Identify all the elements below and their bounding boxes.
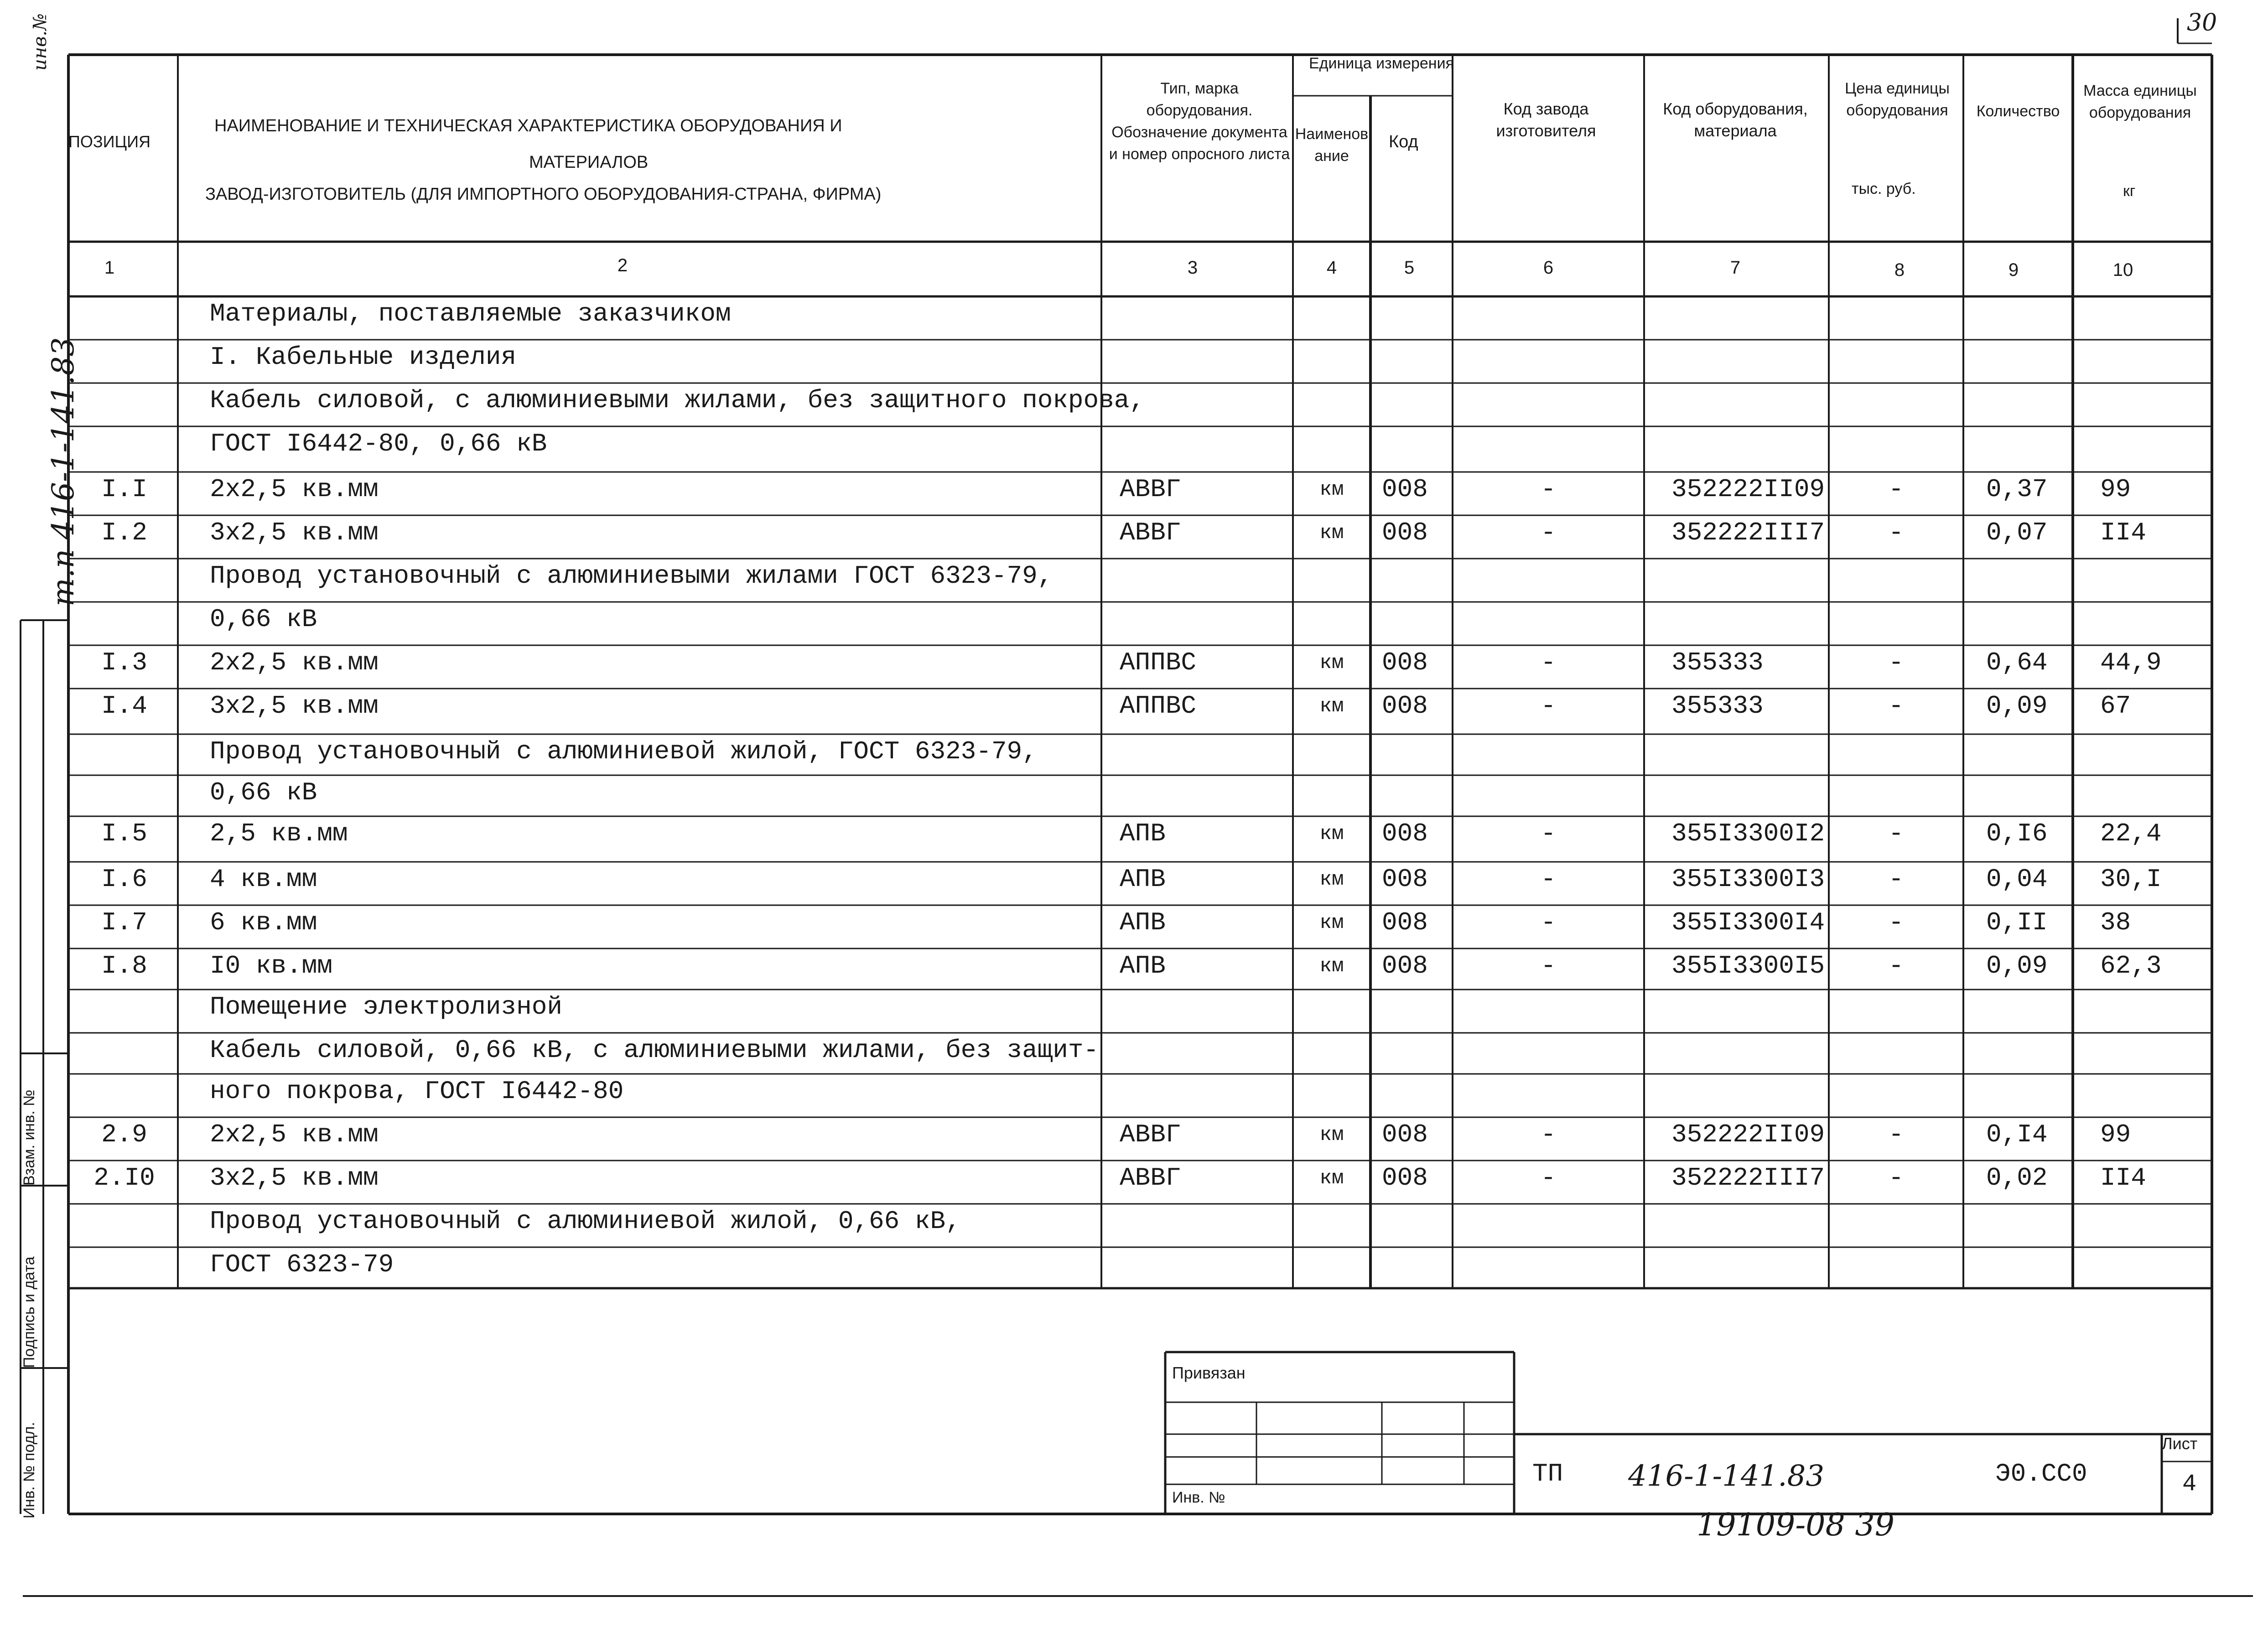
cell-type: АВВГ [1120,1120,1181,1149]
cell-name: 3x2,5 кв.мм [210,691,379,720]
cell-mass: II4 [2100,518,2146,547]
cell-mass: 30,I [2100,865,2162,894]
cell-qty: 0,64 [1986,648,2048,677]
header-unit-name: Наименование [1295,125,1369,165]
cell-factory: - [1541,1120,1556,1149]
cell-price: - [1888,691,1904,720]
cell-factory: - [1541,475,1556,504]
cell-name: Кабель силовой, 0,66 кВ, с алюминиевыми жилами, без защит- [210,1036,1099,1065]
cell-code: 008 [1382,1163,1428,1192]
cell-qty: 0,07 [1986,518,2048,547]
column-number: 6 [1543,258,1554,278]
stamp-code: Э0.СС0 [1995,1459,2087,1488]
column-number: 2 [617,255,628,275]
cell-qty: 0,I4 [1986,1120,2048,1149]
cell-name: 4 кв.мм [210,865,317,894]
column-number: 5 [1404,258,1415,278]
stamp-sheet-label: Лист [2162,1434,2198,1453]
cell-factory: - [1541,865,1556,894]
column-number: 4 [1326,258,1337,278]
cell-price: - [1888,908,1904,937]
cell-equip: 352222III7 [1671,518,1825,547]
cell-code: 008 [1382,475,1428,504]
cell-type: АППВС [1120,648,1197,677]
cell-mass: 44,9 [2100,648,2162,677]
cell-equip: 355333 [1671,648,1764,677]
cell-pos: 2.I0 [93,1163,155,1192]
vertical-label-inv-podl: Инв. № подл. [21,1422,38,1519]
stamp-inv-label: Инв. № [1172,1489,1225,1506]
header-type: Тип, марка оборудования. Обозначение документа и номер опросного листа [1109,80,1290,163]
cell-type: АПВ [1120,951,1166,980]
cell-code: 008 [1382,518,1428,547]
cell-equip: 352222II09 [1671,475,1825,504]
cell-mass: 99 [2100,475,2131,504]
cell-name: 2x2,5 кв.мм [210,475,379,504]
cell-factory: - [1541,908,1556,937]
cell-unit: км [1319,695,1344,718]
cell-qty: 0,02 [1986,1163,2048,1192]
header-factory-code: Код завода изготовителя [1496,99,1596,140]
cell-factory: - [1541,691,1556,720]
corner-page-number: 30 [2187,9,2217,36]
cell-factory: - [1541,951,1556,980]
cell-name: I0 кв.мм [210,951,332,980]
cell-name: 3x2,5 кв.мм [210,518,379,547]
cell-unit: км [1319,1124,1344,1146]
header-price: Цена единицы оборудования [1845,80,1950,119]
cell-pos: I.I [101,475,147,504]
cell-unit: км [1319,912,1344,934]
cell-type: АПВ [1120,819,1166,848]
cell-price: - [1888,819,1904,848]
stamp-sheet-number: 4 [2182,1471,2197,1498]
bottom-handwritten-number: 19109-08 39 [1697,1507,1894,1543]
table-grid [21,18,2253,1596]
cell-pos: I.4 [101,691,147,720]
header-name-line3: ЗАВОД-ИЗГОТОВИТЕЛЬ (ДЛЯ ИМПОРТНОГО ОБОРУДОВАНИЯ-СТРАНА, ФИРМА) [205,185,882,204]
cell-unit: км [1319,868,1344,891]
cell-equip: 355I3300I5 [1671,951,1825,980]
cell-name: ГОСТ 6323-79 [210,1250,394,1279]
header-name-line1: НАИМЕНОВАНИЕ И ТЕХНИЧЕСКАЯ ХАРАКТЕРИСТИКА ОБОРУДОВАНИЯ И [214,116,842,135]
cell-factory: - [1541,518,1556,547]
cell-qty: 0,04 [1986,865,2048,894]
column-number: 7 [1730,258,1741,278]
cell-code: 008 [1382,865,1428,894]
cell-unit: км [1319,522,1344,544]
cell-name: Материалы, поставляемые заказчиком [210,299,731,328]
cell-price: - [1888,951,1904,980]
vertical-label-vzam-inv: Взам. инв. № [21,1089,38,1186]
cell-pos: I.2 [101,518,147,547]
column-number: 3 [1187,258,1198,278]
vertical-label-sign-date: Подпись и дата [21,1256,38,1368]
cell-name: Помещение электролизной [210,992,562,1021]
vertical-document-number: т.п 416-1-141.83 [46,337,81,606]
cell-name: Провод установочный с алюминиевыми жилами ГОСТ 6323-79, [210,561,1053,591]
cell-price: - [1888,1120,1904,1149]
cell-unit: км [1319,955,1344,978]
cell-mass: 62,3 [2100,951,2162,980]
column-number: 10 [2112,260,2133,280]
cell-name: ного покрова, ГОСТ I6442-80 [210,1077,624,1106]
cell-unit: км [1319,823,1344,845]
cell-pos: I.5 [101,819,147,848]
cell-qty: 0,09 [1986,951,2048,980]
cell-mass: 99 [2100,1120,2131,1149]
cell-name: 0,66 кВ [210,778,317,807]
cell-mass: 38 [2100,908,2131,937]
cell-equip: 355I3300I3 [1671,865,1825,894]
cell-mass: 22,4 [2100,819,2162,848]
header-mass-unit: кг [2123,182,2136,200]
cell-name: Провод установочный с алюминиевой жилой, ГОСТ 6323-79, [210,737,1038,766]
cell-price: - [1888,648,1904,677]
cell-qty: 0,II [1986,908,2048,937]
cell-mass: II4 [2100,1163,2146,1192]
cell-price: - [1888,475,1904,504]
cell-qty: 0,09 [1986,691,2048,720]
cell-code: 008 [1382,648,1428,677]
cell-code: 008 [1382,951,1428,980]
cell-type: АПВ [1120,865,1166,894]
header-equip-code: Код оборудования, материала [1663,99,1808,140]
cell-name: I. Кабельные изделия [210,342,517,372]
cell-equip: 355I3300I4 [1671,908,1825,937]
cell-pos: I.8 [101,951,147,980]
header-unit-code: Код [1389,132,1418,151]
cell-name: ГОСТ I6442-80, 0,66 кВ [210,429,547,458]
cell-equip: 352222II09 [1671,1120,1825,1149]
cell-unit: км [1319,1167,1344,1190]
cell-name: Кабель силовой, с алюминиевыми жилами, без защитного покрова, [210,386,1145,415]
header-position: ПОЗИЦИЯ [68,132,151,151]
cell-name: 3x2,5 кв.мм [210,1163,379,1192]
column-number: 1 [104,258,115,278]
cell-type: АППВС [1120,691,1197,720]
cell-name: 2,5 кв.мм [210,819,348,848]
cell-equip: 355333 [1671,691,1764,720]
column-number: 8 [1894,260,1905,280]
cell-price: - [1888,518,1904,547]
cell-type: АПВ [1120,908,1166,937]
stamp-bound-label: Привязан [1172,1363,1246,1382]
cell-equip: 352222III7 [1671,1163,1825,1192]
header-name-line2: МАТЕРИАЛОВ [529,153,649,172]
cell-pos: I.7 [101,908,147,937]
cell-name: Провод установочный с алюминиевой жилой, 0,66 кВ, [210,1207,961,1236]
cell-qty: 0,I6 [1986,819,2048,848]
cell-qty: 0,37 [1986,475,2048,504]
cell-pos: I.6 [101,865,147,894]
cell-unit: км [1319,478,1344,501]
header-qty: Количество [1976,103,2060,120]
cell-code: 008 [1382,819,1428,848]
header-unit-group: Единица измерения [1309,55,1454,72]
cell-type: АВВГ [1120,475,1181,504]
cell-factory: - [1541,819,1556,848]
cell-factory: - [1541,1163,1556,1192]
header-mass: Масса единицы оборудования [2083,82,2197,121]
cell-pos: I.3 [101,648,147,677]
header-price-unit: тыс. руб. [1852,180,1916,197]
cell-equip: 355I3300I2 [1671,819,1825,848]
cell-pos: 2.9 [101,1120,147,1149]
cell-name: 2x2,5 кв.мм [210,648,379,677]
cell-mass: 67 [2100,691,2131,720]
cell-name: 2x2,5 кв.мм [210,1120,379,1149]
cell-type: АВВГ [1120,1163,1181,1192]
cell-code: 008 [1382,908,1428,937]
cell-code: 008 [1382,691,1428,720]
cell-unit: км [1319,652,1344,674]
cell-price: - [1888,1163,1904,1192]
cell-name: 0,66 кВ [210,605,317,634]
cell-price: - [1888,865,1904,894]
stamp-tp: ТП [1532,1459,1563,1488]
stamp-doc-number: 416-1-141.83 [1628,1459,1825,1493]
cell-factory: - [1541,648,1556,677]
cell-code: 008 [1382,1120,1428,1149]
column-number: 9 [2008,260,2019,280]
cell-name: 6 кв.мм [210,908,317,937]
vertical-top-fragment: инв.№ [30,13,51,71]
cell-type: АВВГ [1120,518,1181,547]
